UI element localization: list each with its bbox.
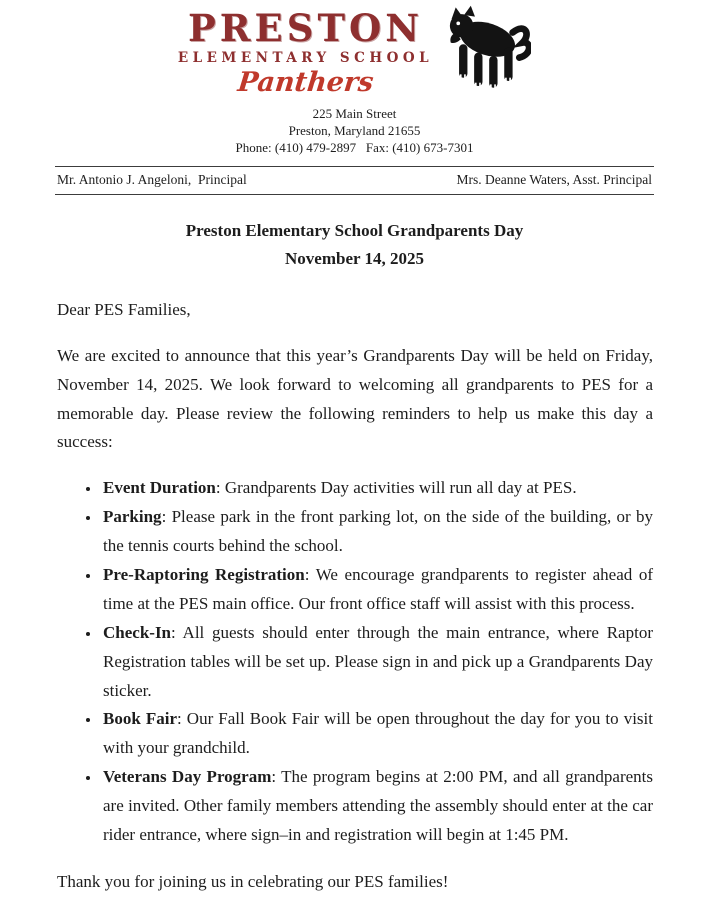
address-street: 225 Main Street <box>312 106 397 121</box>
school-logo-text <box>178 4 433 98</box>
bullet-text: : Please park in the front parking lot, on the side of the building, or by the tennis courts behind the school. <box>103 507 653 556</box>
list-item <box>101 503 653 561</box>
assistant-principal-name: Mrs. Deanne Waters, Asst. Principal <box>456 172 652 188</box>
intro-paragraph: We are excited to announce that this year’s Grandparents Day will be held on Friday, November 14, 2025. We look forward to welcoming all grandparents to PES for a memorable day. Please review the following reminders to help us make this day a success: <box>57 345 653 452</box>
bullet-label: Parking <box>103 507 162 527</box>
letter-body <box>0 296 709 921</box>
panther-mascot-icon <box>439 2 531 94</box>
address-city: Preston, Maryland 21655 <box>288 123 421 139</box>
salutation: Dear PES Families, <box>57 299 191 319</box>
list-item <box>101 763 653 850</box>
address-block <box>0 105 709 156</box>
letterhead <box>0 0 709 195</box>
bullet-label: Check-In <box>103 622 172 642</box>
bullet-label: Event Duration <box>103 478 216 498</box>
closing-paragraph: Thank you for joining us in celebrating our PES families! <box>57 871 449 891</box>
reminder-list <box>57 474 653 850</box>
bullet-text: : Our Fall Book Fair will be open throughout the day for you to visit with your grandchild. <box>103 709 653 758</box>
bullet-text: : Grandparents Day activities will run all day at PES. <box>215 478 577 498</box>
letter-title-line1: Preston Elementary School Grandparents Day <box>185 221 524 241</box>
bullet-label: Book Fair <box>103 709 178 729</box>
list-item <box>101 705 653 763</box>
school-logo <box>0 0 709 98</box>
mascot-name: Panthers <box>236 67 375 98</box>
letter-title-date: November 14, 2025 <box>285 248 424 268</box>
address-contact: Phone: (410) 479-2897 Fax: (410) 673-7301 <box>235 140 474 156</box>
bullet-label: Pre-Raptoring Registration <box>103 564 305 584</box>
bullet-text: : The program begins at 2:00 PM, and all grandparents are invited. Other family members attending the assembly should enter at the car rider entrance, where sign–in and registration will begin at 1:45 PM. <box>103 767 653 844</box>
principal-bar <box>55 166 654 195</box>
bullet-label: Veterans Day Program <box>103 767 272 787</box>
list-item <box>101 561 653 619</box>
list-item <box>101 474 653 503</box>
bullet-text: : We encourage grandparents to register ahead of time at the PES main office. Our front office staff will assist with this process. <box>103 564 654 613</box>
principal-name: Mr. Antonio J. Angeloni, Principal <box>57 172 247 188</box>
bullet-text: : All guests should enter through the main entrance, where Raptor Registration tables will be set up. Please sign in and pick up a Grandparents Day sticker. <box>103 622 653 700</box>
school-subtitle: ELEMENTARY SCHOOL <box>177 50 434 66</box>
letter-title <box>0 217 709 271</box>
school-name: PRESTON <box>187 6 424 50</box>
list-item <box>101 619 653 706</box>
